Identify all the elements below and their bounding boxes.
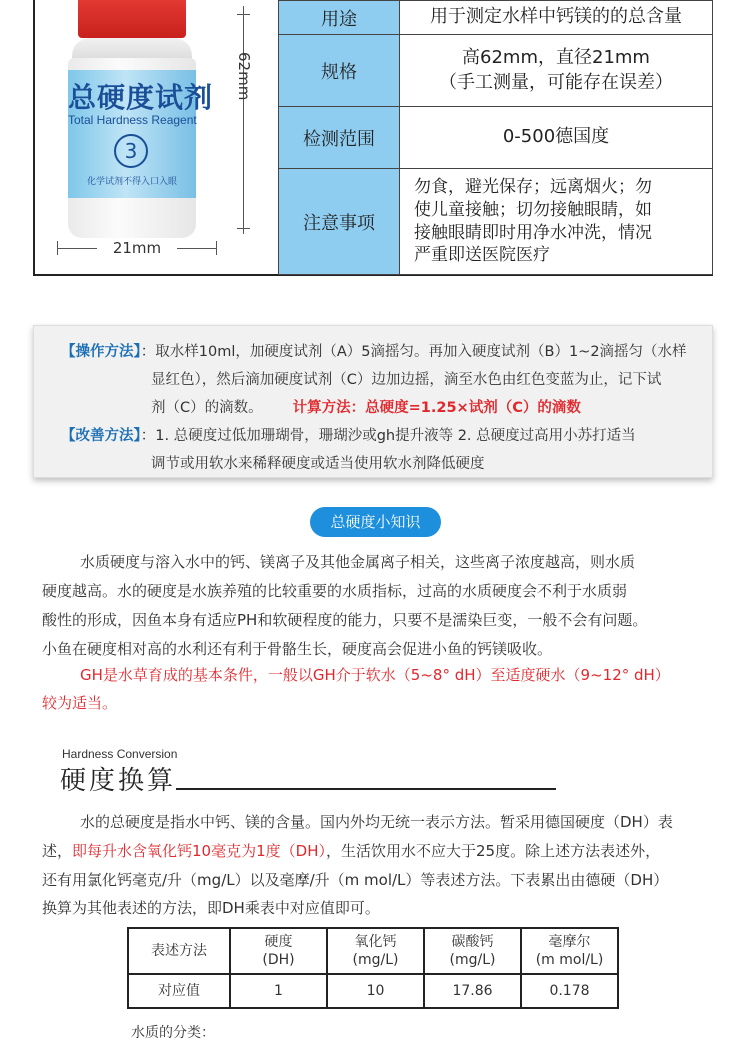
conversion-table [127,927,619,1009]
spec-row-caution [279,169,713,275]
spec-size-line: 高62mm，直径21mm [462,47,650,69]
spec-row-usage [279,1,713,35]
conversion-title-en: Hardness Conversion [62,747,178,761]
value-cell: 10 [327,974,424,1008]
value-cell: 0.178 [521,974,618,1008]
height-dimension-line [243,6,244,234]
header-cell-title: 硬度 [264,933,293,950]
operation-line [151,394,581,422]
knowledge-paragraph-line: 小鱼在硬度相对高的水利还有利于骨骼生长，硬度高会促进小鱼的钙镁吸收。 [42,640,553,658]
header-cell [424,928,521,974]
dh-definition: 即每升水含氧化钙10毫克为1度（DH） [72,842,326,860]
height-dimension-tick [237,14,250,15]
header-cell-title: 毫摩尔 [548,933,591,950]
width-dimension-tick [57,241,58,255]
conversion-paragraph-line: 还有用氯化钙毫克/升（mg/L）以及毫摩/升（m mol/L）等表述方法。下表累出由德硬（DH） [42,871,669,889]
calc-formula: 计算方法：总硬度=1.25×试剂（C）的滴数 [292,400,581,416]
height-dimension-label: 62mm [235,52,253,101]
conversion-paragraph-line: 换算为其他表述的方法，即DH乘表中对应值即可。 [42,899,380,917]
knowledge-paragraph-line: 水质硬度与溶入水中的钙、镁离子及其他金属离子相关，这些离子浓度越高，则水质 [80,553,636,571]
spec-key: 注意事项 [279,169,400,275]
operation-line [61,338,687,366]
header-cell-title: 氧化钙 [354,933,397,950]
water-quality-label: 水质的分类： [131,1025,215,1041]
bottle-illustration [35,0,278,274]
caution-line: 接触眼睛即时用净水冲洗，情况 [414,222,652,243]
spec-value [400,169,713,275]
width-dimension-tick [216,241,217,255]
bottle-label [68,70,214,198]
bottle-shoulder [72,38,192,60]
caution-line: 严重即送医院医疗 [414,245,550,266]
knowledge-heading-pill: 总硬度小知识 [310,507,441,537]
product-panel [33,0,713,276]
value-cell: 17.86 [424,974,521,1008]
spec-table [278,0,713,275]
conversion-value-row [128,974,618,1008]
knowledge-paragraph-line: 硬度越高。水的硬度是水族养殖的比较重要的水质指标，过高的水质硬度会不利于水质弱 [42,582,628,600]
bottle-label-warning: 化学试剂不得入口入眼 [86,177,177,187]
operation-text: ：取水样10ml，加硬度试剂（A）5滴摇匀。再加入硬度试剂（B）1~2滴摇匀（水样 [140,344,687,360]
spec-key: 规格 [279,35,400,107]
bottle-label-title: 总硬度试剂 [68,81,214,114]
gh-note-line: GH是水草育成的基本条件，一般以GH介于软水（5~8° dH）至适度硬水（9~12° dH） [80,666,670,684]
conversion-text: 述， [42,842,73,860]
spec-value [400,35,713,107]
width-dimension-label: 21mm [97,239,177,257]
operation-text: 剂（C）的滴数。 [151,400,263,416]
header-cell [521,928,618,974]
spec-key: 检测范围 [279,107,400,169]
conversion-paragraph-line: 水的总硬度是指水中钙、镁的含量。国内外均无统一表示方法。暂采用德国硬度（DH）表 [80,813,673,831]
caution-line: 使儿童接触；切勿接触眼睛，如 [414,199,652,220]
spec-row-size [279,35,713,107]
spec-value: 0-500德国度 [400,107,713,169]
caution-line: 勿食，避光保存；远离烟火；勿 [414,176,652,197]
header-cell [327,928,424,974]
header-cell-title: 碳酸钙 [451,933,494,950]
spec-key: 用途 [279,1,400,35]
height-dimension-tick [237,228,250,229]
header-cell-unit: (mg/L) [449,952,496,968]
row-label: 对应值 [128,974,230,1008]
knowledge-paragraph-line: 酸性的形成，因鱼本身有适应PH和软硬程度的能力，只要不是濡染巨变，一般不会有问题。 [42,611,648,629]
improve-line [61,422,636,450]
bottle-label-number: 3 [114,134,148,168]
conversion-text: ，生活饮用水不应大于25度。除上述方法表述外， [325,842,661,860]
conversion-paragraph-line [42,837,660,866]
improve-tag: 【改善方法】 [61,428,141,444]
title-underline [176,788,556,790]
improve-line: 调节或用软水来稀释硬度或适当使用软水剂降低硬度 [151,456,485,472]
spec-size-note: （手工测量，可能存在误差） [439,71,673,93]
header-cell: 表述方法 [128,928,230,974]
spec-value: 用于测定水样中钙镁的的总含量 [400,1,713,35]
conversion-title: 硬度换算 [60,766,177,796]
gh-note-line: 较为适当。 [42,694,118,712]
header-cell-unit: (DH) [262,952,295,968]
header-cell [230,928,327,974]
bottle-label-english: Total Hardness Reagent [68,113,197,127]
improve-text: ：1. 总硬度过低加珊瑚骨，珊瑚沙或gh提升液等 2. 总硬度过高用小苏打适当 [140,428,636,444]
value-cell: 1 [230,974,327,1008]
header-cell-unit: (m mol/L) [535,952,604,968]
method-box [33,325,713,478]
operation-tag: 【操作方法】 [61,344,141,360]
conversion-header-row [128,928,618,974]
spec-row-range [279,107,713,169]
bottle-cap [78,0,186,38]
header-cell-unit: (mg/L) [352,952,399,968]
operation-line: 显红色），然后滴加硬度试剂（C）边加边摇，滴至水色由红色变蓝为止，记下试 [151,372,662,388]
